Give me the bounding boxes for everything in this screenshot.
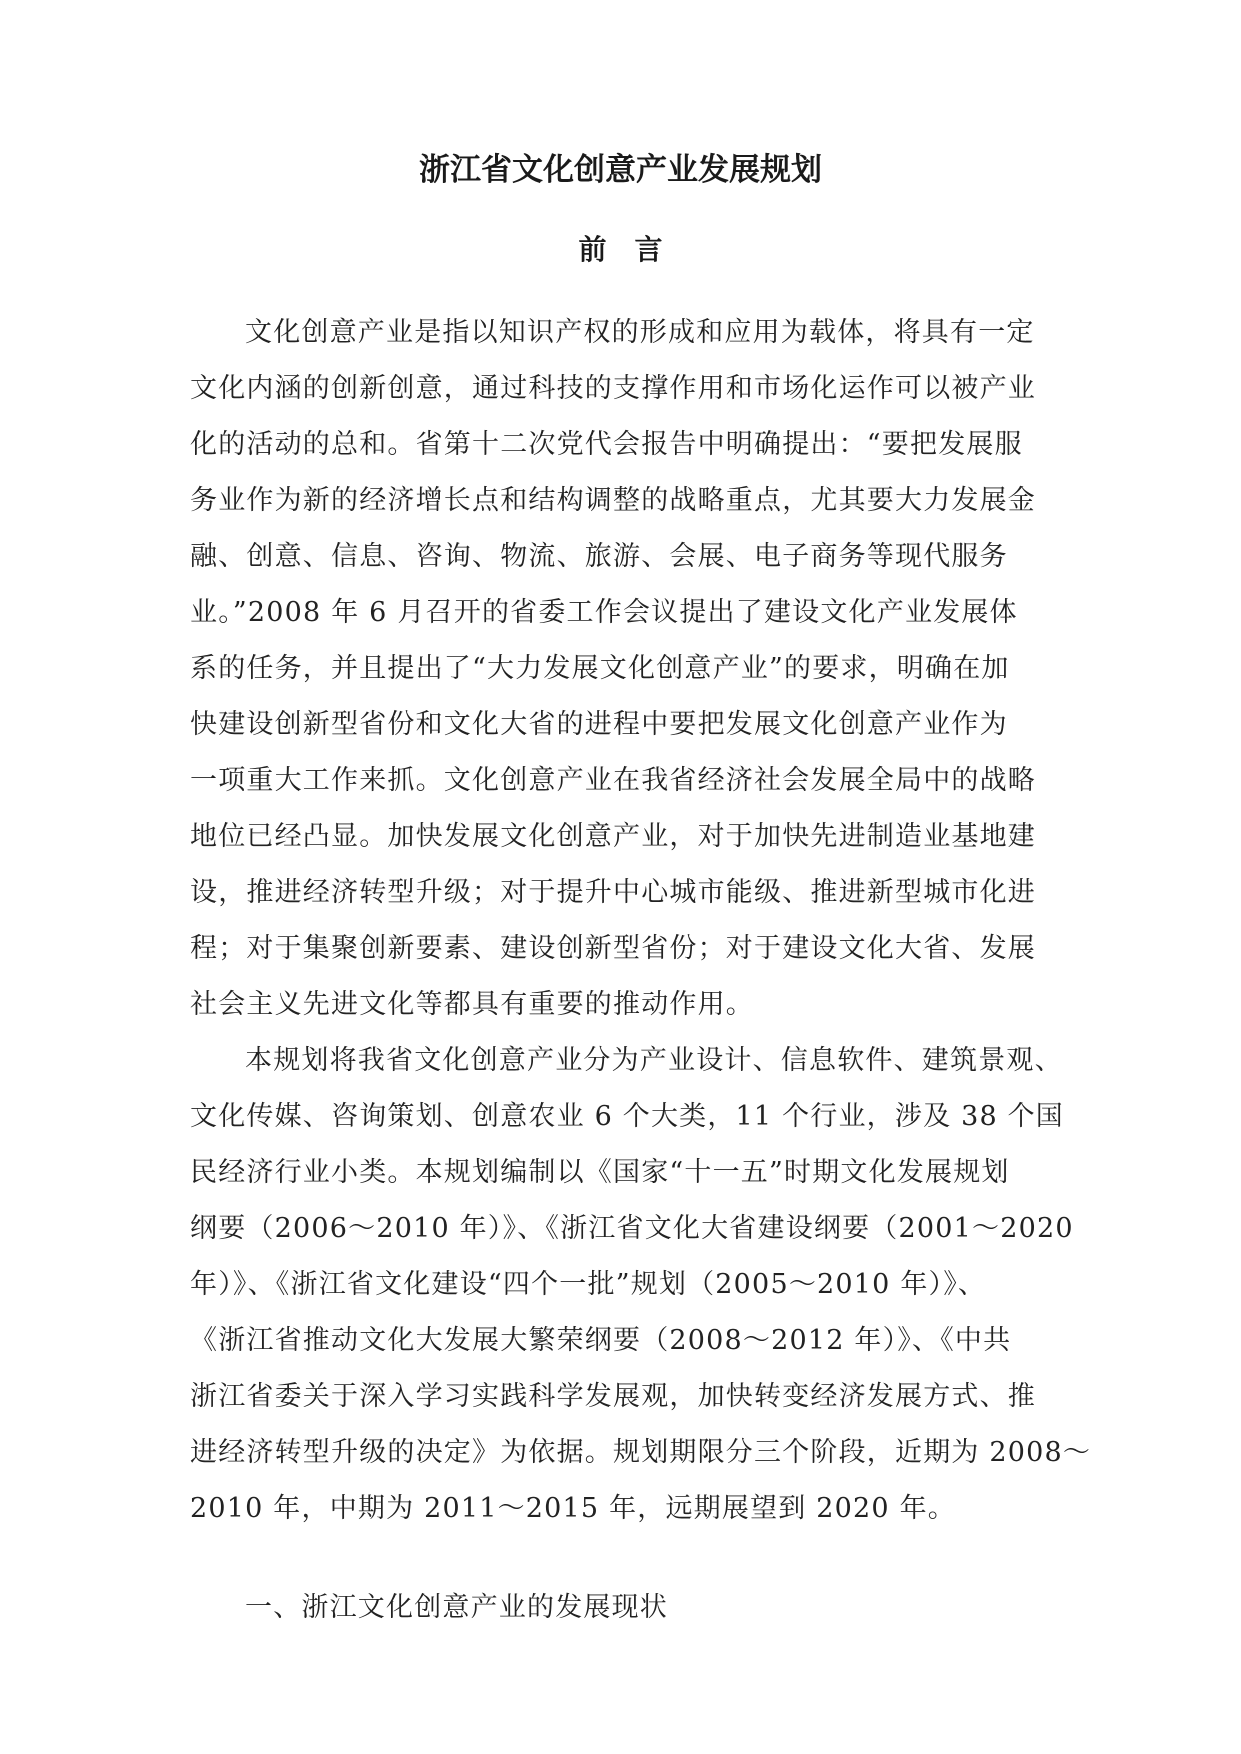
text-line: 民经济行业小类。本规划编制以《国家“十一五”时期文化发展规划 xyxy=(190,1157,1010,1188)
preface-heading: 前言 xyxy=(578,233,691,266)
body-text xyxy=(190,305,1092,1537)
text-line: 程；对于集聚创新要素、建设创新型省份；对于建设文化大省、发展 xyxy=(190,933,1036,964)
text-line: 纲要（2006～2010 年）》、《浙江省文化大省建设纲要（2001～2020 xyxy=(190,1213,1074,1244)
text-line: 系的任务，并且提出了“大力发展文化创意产业”的要求，明确在加 xyxy=(190,653,1010,684)
section-heading: 一、浙江文化创意产业的发展现状 xyxy=(245,1592,668,1623)
text-line: 2010 年，中期为 2011～2015 年，远期展望到 2020 年。 xyxy=(190,1493,956,1524)
text-line: 务业作为新的经济增长点和结构调整的战略重点，尤其要大力发展金 xyxy=(190,485,1036,516)
text-line: 文化内涵的创新创意，通过科技的支撑作用和市场化运作可以被产业 xyxy=(190,373,1036,404)
text-line: 文化创意产业是指以知识产权的形成和应用为载体，将具有一定 xyxy=(245,317,1035,348)
document-title: 浙江省文化创意产业发展规划 xyxy=(419,152,822,188)
text-line: 《浙江省推动文化大发展大繁荣纲要（2008～2012 年）》、《中共 xyxy=(190,1325,1012,1356)
text-line: 一项重大工作来抓。文化创意产业在我省经济社会发展全局中的战略 xyxy=(190,765,1036,796)
text-line: 文化传媒、咨询策划、创意农业 6 个大类，11 个行业，涉及 38 个国 xyxy=(190,1101,1065,1132)
text-line: 业。”2008 年 6 月召开的省委工作会议提出了建设文化产业发展体 xyxy=(190,597,1018,628)
text-line: 快建设创新型省份和文化大省的进程中要把发展文化创意产业作为 xyxy=(190,709,1008,740)
paragraph-1 xyxy=(190,305,1050,1033)
text-line: 浙江省委关于深入学习实践科学发展观，加快转变经济发展方式、推 xyxy=(190,1381,1036,1412)
text-line: 地位已经凸显。加快发展文化创意产业，对于加快先进制造业基地建 xyxy=(190,821,1036,852)
text-line: 设，推进经济转型升级；对于提升中心城市能级、推进新型城市化进 xyxy=(190,877,1036,908)
text-line: 本规划将我省文化创意产业分为产业设计、信息软件、建筑景观、 xyxy=(245,1045,1063,1076)
text-line: 化的活动的总和。省第十二次党代会报告中明确提出：“要把发展服 xyxy=(190,429,1023,460)
paragraph-2 xyxy=(190,1033,1092,1537)
text-line: 进经济转型升级的决定》为依据。规划期限分三个阶段，近期为 2008～ xyxy=(190,1437,1092,1468)
text-line: 社会主义先进文化等都具有重要的推动作用。 xyxy=(190,989,754,1020)
text-line: 融、创意、信息、咨询、物流、旅游、会展、电子商务等现代服务 xyxy=(190,541,1008,572)
text-line: 年）》、《浙江省文化建设“四个一批”规划（2005～2010 年）》、 xyxy=(190,1269,987,1300)
